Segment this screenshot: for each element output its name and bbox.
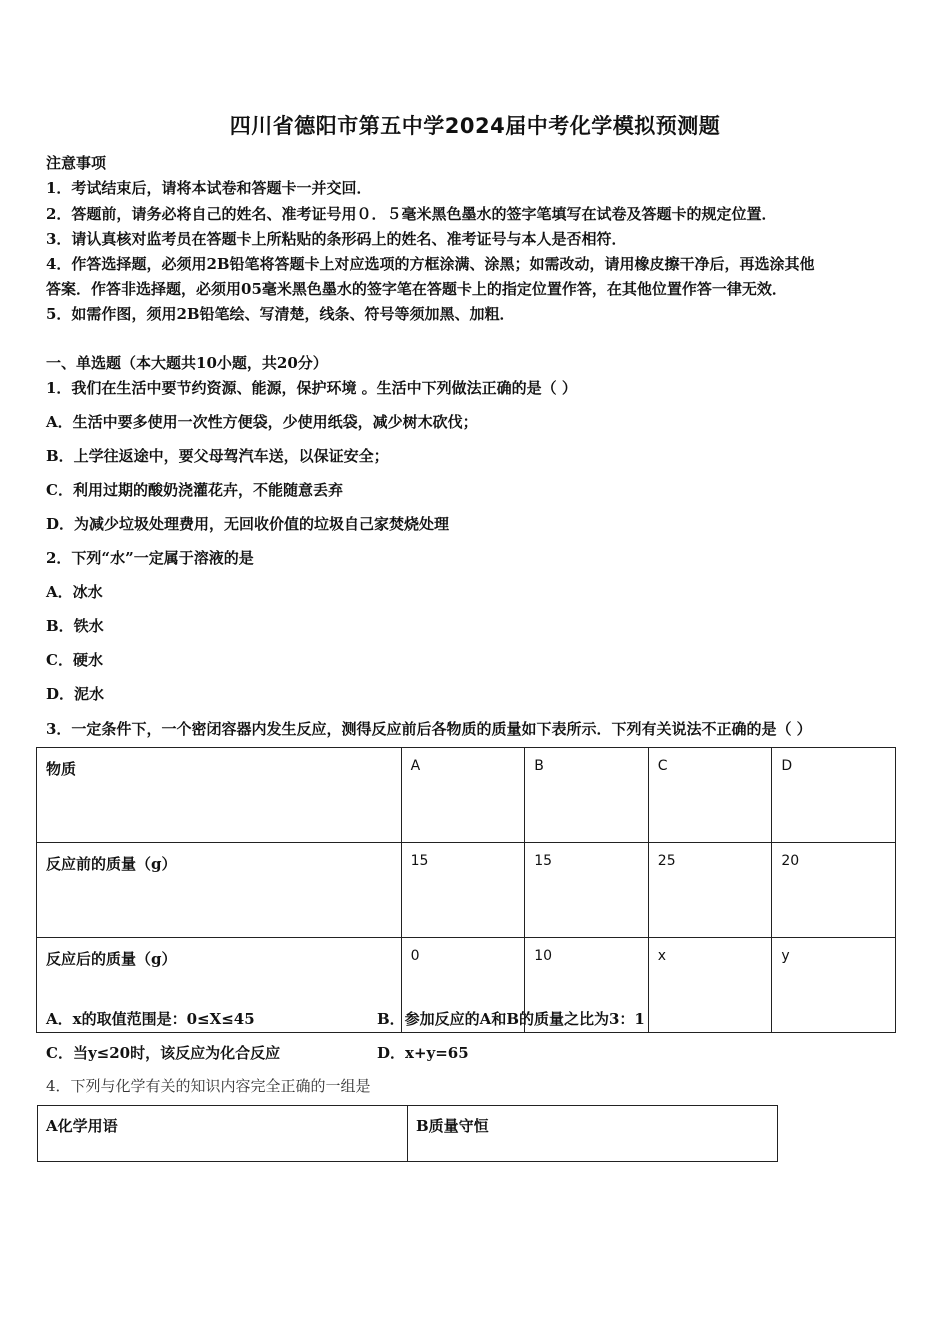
table-header-cell: 物质 [37,748,402,843]
section-heading: 一、单选题（本大题共10小题，共20分） [46,354,328,372]
notice-item: 4．作答选择题，必须用2B铅笔将答题卡上对应选项的方框涂满、涂黑；如需改动，请用橡皮擦干净后，再选涂其他 [46,255,815,273]
table-header-cell: D [772,748,896,843]
question-3-stem: 3．一定条件下，一个密闭容器内发生反应，测得反应前后各物质的质量如下表所示．下列有关说法不正确的是（ ） [46,720,812,738]
question-2-stem: 2．下列“水”一定属于溶液的是 [46,549,254,567]
table-header-cell: A [401,748,525,843]
table-row [37,843,896,938]
question-1-option-c: C．利用过期的酸奶浇灌花卉，不能随意丢弃 [46,481,343,499]
table-cell: 20 [772,843,896,938]
notice-item: 答案．作答非选择题，必须用05毫米黑色墨水的签字笔在答题卡上的指定位置作答，在其他位置作答一律无效． [46,280,787,298]
table-cell: 0 [401,938,525,1033]
table-cell: 反应后的质量（g） [37,938,402,1033]
mass-table [36,747,896,1033]
page-title: 四川省德阳市第五中学2024届中考化学模拟预测题 [229,114,721,138]
notice-heading: 注意事项 [46,154,107,172]
notice-item: 1．考试结束后，请将本试卷和答题卡一并交回． [46,179,372,197]
table-row [38,1106,778,1162]
table-header-cell: A化学用语 [38,1106,408,1162]
notice-item: 2．答题前，请务必将自己的姓名、准考证号用０．５毫米黑色墨水的签字笔填写在试卷及答题卡的规定位置． [46,205,777,223]
question-2-option-b: B．铁水 [46,617,104,635]
question-2-option-d: D．泥水 [46,685,105,703]
table-cell: 15 [401,843,525,938]
table-cell: 25 [648,843,772,938]
table-header-cell: C [648,748,772,843]
table-cell: 10 [525,938,649,1033]
question-1-option-d: D．为减少垃圾处理费用，无回收价值的垃圾自己家焚烧处理 [46,515,450,533]
knowledge-table [37,1105,778,1162]
table-header-cell: B [525,748,649,843]
question-4-stem: 4．下列与化学有关的知识内容完全正确的一组是 [46,1077,371,1095]
question-3-option-d: D．x+y=65 [377,1044,469,1062]
question-3-option-a: A．x的取值范围是：0≤X≤45 [46,1010,255,1028]
table-cell: 反应前的质量（g） [37,843,402,938]
question-3-option-c: C．当y≤20时，该反应为化合反应 [46,1044,281,1062]
table-header-cell: B质量守恒 [408,1106,778,1162]
question-2-option-a: A．冰水 [46,583,103,601]
table-cell: x [648,938,772,1033]
table-cell: y [772,938,896,1033]
question-1-option-a: A．生活中要多使用一次性方便袋，少使用纸袋，减少树木砍伐； [46,413,478,431]
question-3-option-b: B．参加反应的A和B的质量之比为3：1 [377,1010,645,1028]
notice-item: 5．如需作图，须用2B铅笔绘、写清楚，线条、符号等须加黑、加粗． [46,305,515,323]
question-1-option-b: B．上学往返途中，要父母驾汽车送，以保证安全； [46,447,389,465]
notice-item: 3．请认真核对监考员在答题卡上所粘贴的条形码上的姓名、准考证号与本人是否相符． [46,230,627,248]
table-cell: 15 [525,843,649,938]
table-row [37,748,896,843]
question-2-option-c: C．硬水 [46,651,103,669]
question-1-stem: 1．我们在生活中要节约资源、能源，保护环境 。生活中下列做法正确的是（ ） [46,379,577,397]
